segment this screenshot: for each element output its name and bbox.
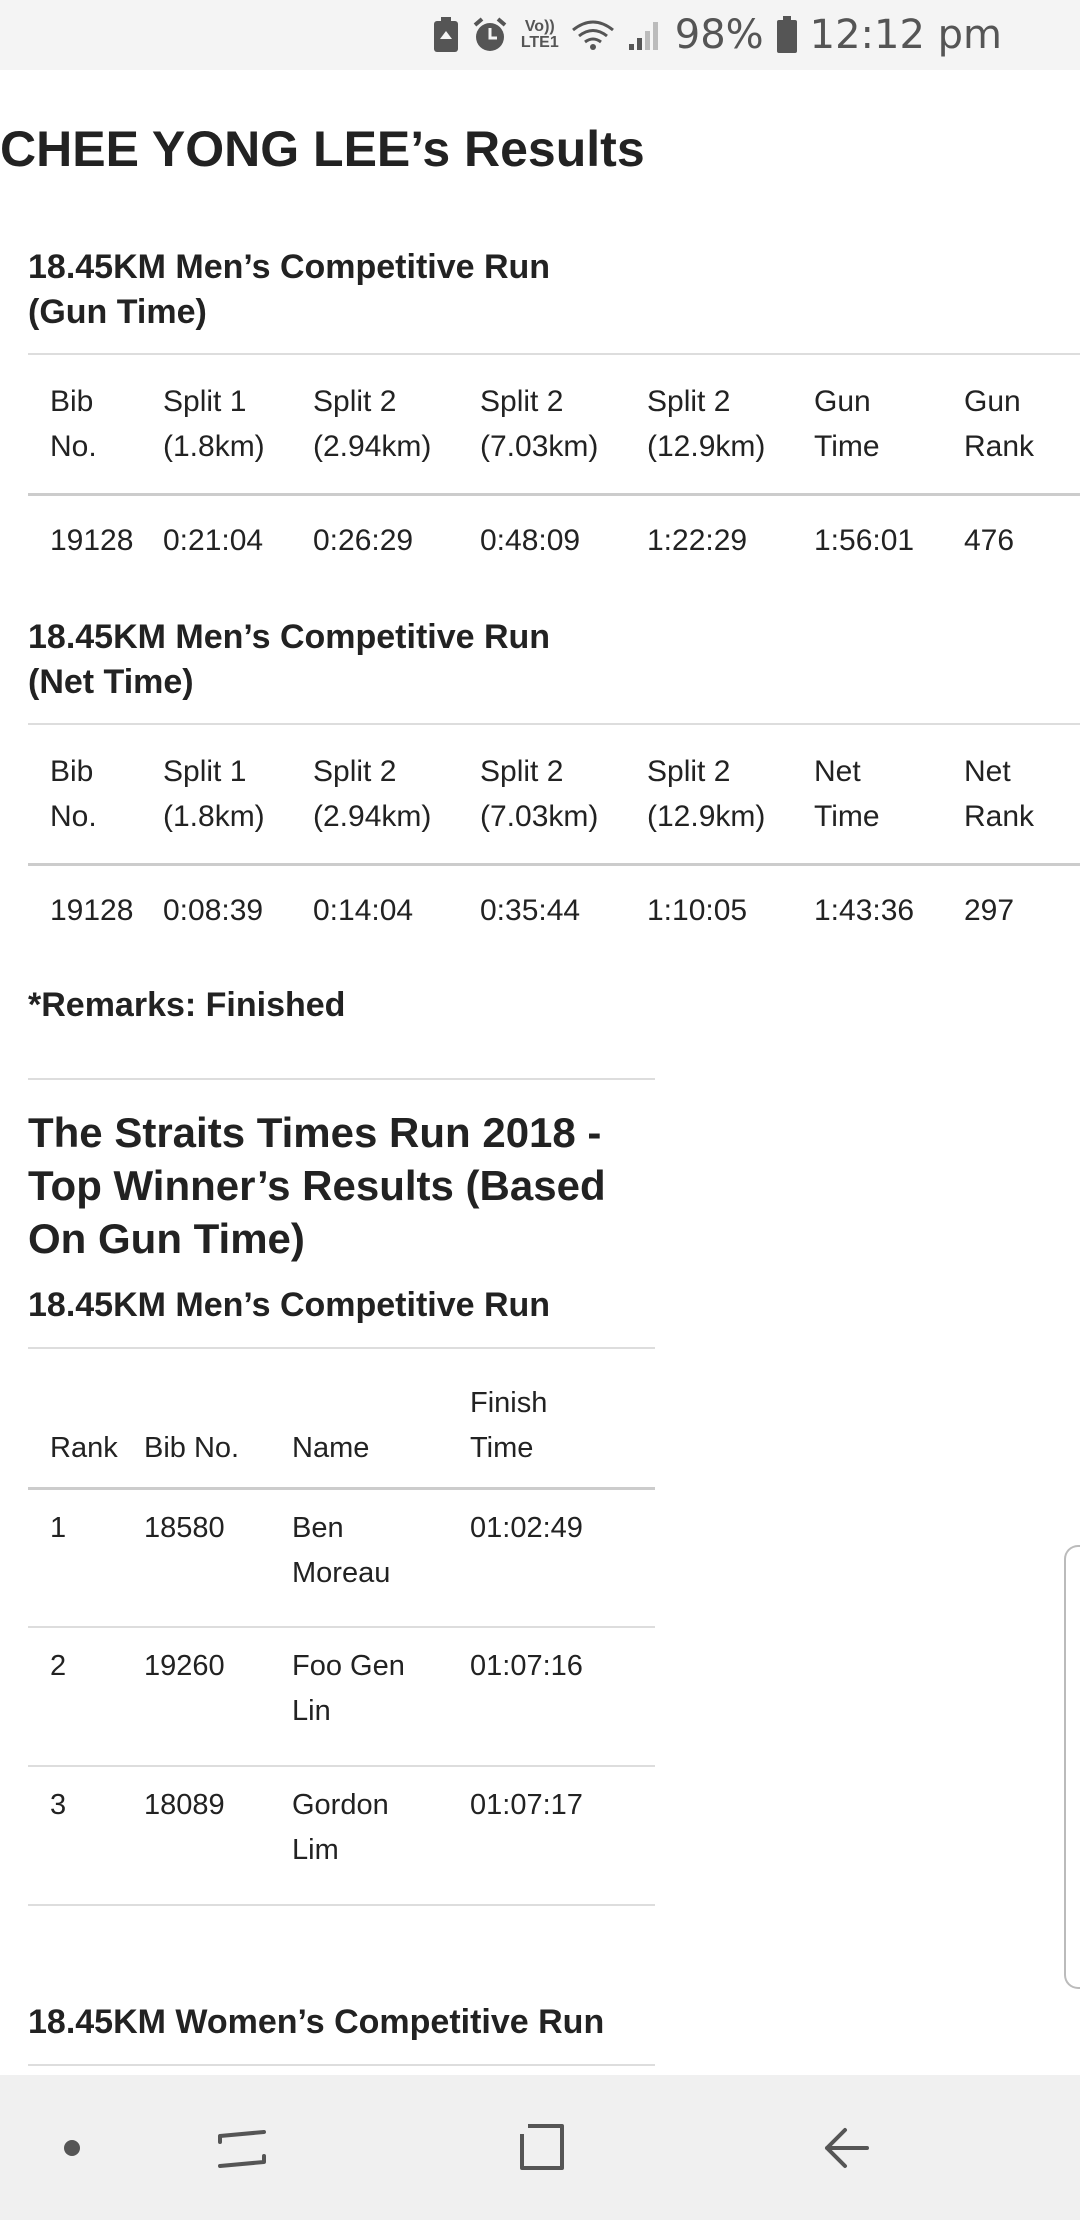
alarm-icon [471,16,509,54]
recent-apps-icon[interactable] [200,2075,284,2220]
cell-rank: 1 [50,1511,67,1544]
wifi-icon [571,18,615,52]
clock: 12:12 pm [809,12,1002,58]
recycle-icon [433,17,459,53]
cell-finish-time: 01:07:17 [470,1789,583,1821]
header-finish-time: Finish Time [470,1386,548,1464]
cell-gun-rank: 476 [964,523,1015,557]
table-header-row [28,724,1080,864]
header-split-1: Split 1 (1.8km) [163,754,265,833]
navigation-bar [0,2075,1080,2220]
scroll-handle[interactable] [1064,1545,1080,1989]
header-bib: Bib No. [50,754,97,833]
header-net-time: Net Time [814,754,880,833]
cell-net-rank: 297 [964,893,1015,927]
header-name: Name [292,1431,370,1464]
cell-finish-time: 01:07:16 [470,1650,583,1682]
cell-name: Ben Moreau [292,1511,391,1589]
header-bib: Bib No. [50,384,97,463]
cell-name: Gordon Lim [292,1789,389,1866]
battery-icon [776,16,798,54]
home-icon[interactable] [500,2075,584,2220]
signal-icon [627,18,663,52]
cell-bib: 18089 [144,1789,225,1821]
header-rank: Rank [50,1431,118,1464]
table-row [28,1766,655,1905]
dot-icon[interactable] [40,2075,104,2220]
header-split-2c: Split 2 (12.9km) [647,384,766,463]
header-split-2c: Split 2 (12.9km) [647,754,766,833]
net-time-title: 18.45KM Men’s Competitive Run (Net Time) [28,618,551,701]
men-winners-table [28,1347,655,1906]
table-row [28,1488,655,1627]
net-time-table [28,723,1080,956]
header-split-2b: Split 2 (7.03km) [480,754,599,833]
header-split-2b: Split 2 (7.03km) [480,384,599,463]
cell-split-2c: 1:22:29 [647,523,748,557]
results-page[interactable] [0,70,1080,2075]
cell-bib: 18580 [144,1511,225,1544]
cell-split-2b: 0:35:44 [480,893,581,927]
header-gun-time: Gun Time [814,384,880,463]
cell-gun-time: 1:56:01 [814,523,915,557]
cell-split-2a: 0:14:04 [313,893,414,927]
cell-bib: 19260 [144,1650,225,1682]
section-divider [28,1078,655,1080]
gun-time-title: 18.45KM Men’s Competitive Run (Gun Time) [28,248,551,331]
cell-rank: 3 [50,1789,67,1821]
battery-percent: 98% [674,12,764,58]
cell-split-2c: 1:10:05 [647,893,748,927]
status-bar [0,0,1080,70]
top-winners-title: The Straits Times Run 2018 - Top Winner’s Results (Based On Gun Time) [28,1109,606,1262]
men-winners-title: 18.45KM Men’s Competitive Run [28,1286,551,1324]
cell-split-1: 0:21:04 [163,523,264,557]
table-header-row [28,354,1080,494]
cell-split-2b: 0:48:09 [480,523,581,557]
cell-rank: 2 [50,1650,67,1682]
women-winners-title: 18.45KM Women’s Competitive Run [28,2003,605,2041]
gun-time-table [28,353,1080,586]
page-title: CHEE YONG LEE’s Results [0,121,645,177]
table-row [28,864,1080,956]
back-icon[interactable] [805,2075,889,2220]
cell-bib: 19128 [50,893,134,927]
table-header-row [28,1348,655,1488]
cell-bib: 19128 [50,523,134,557]
header-split-1: Split 1 (1.8km) [163,384,265,463]
cell-name: Foo Gen Lin [292,1650,405,1727]
volte-icon: Vo)) LTE1 [520,18,559,51]
table-row [28,1627,655,1766]
header-bib: Bib No. [144,1431,240,1464]
table-row [28,494,1080,586]
remarks: *Remarks: Finished [28,986,346,1024]
cell-split-1: 0:08:39 [163,893,264,927]
cell-split-2a: 0:26:29 [313,523,414,557]
cell-net-time: 1:43:36 [814,893,915,927]
header-net-rank: Net Rank [964,754,1035,833]
header-gun-rank: Gun Rank [964,384,1035,463]
header-split-2a: Split 2 (2.94km) [313,754,432,833]
header-split-2a: Split 2 (2.94km) [313,384,432,463]
cell-finish-time: 01:02:49 [470,1511,583,1544]
